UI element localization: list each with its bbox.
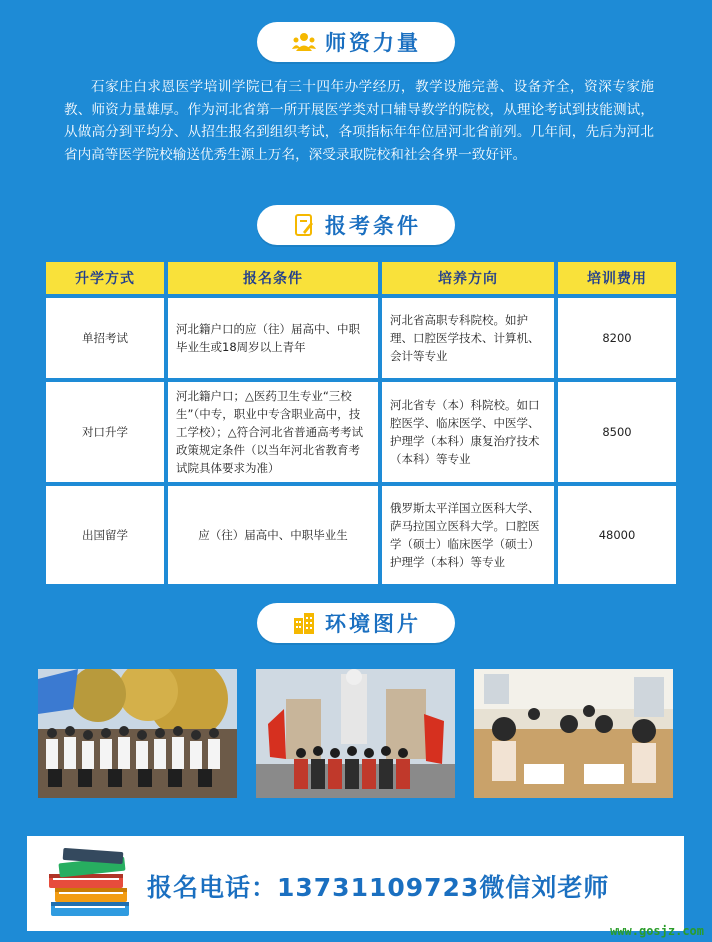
header-direction: 培养方向 (382, 262, 554, 294)
conditions-section-title (257, 205, 455, 245)
header-fee: 培训费用 (558, 262, 676, 294)
table-header-row (46, 262, 676, 294)
conditions-table (42, 258, 680, 588)
faculty-section-title (257, 22, 455, 62)
document-pen-icon (291, 212, 317, 238)
direction-cell: 河北省专（本）科院校。如口腔医学、临床医学、中医学、护理学（本科）康复治疗技术（本科）等专业 (382, 382, 554, 482)
contact-phone-text: 报名电话：13731109723微信刘老师 (147, 873, 610, 902)
fee-cell: 8200 (558, 298, 676, 378)
mode-cell: 出国留学 (46, 486, 164, 584)
environment-title-text: 环境图片 (325, 612, 421, 636)
books-icon (45, 848, 133, 920)
header-mode: 升学方式 (46, 262, 164, 294)
fee-cell: 48000 (558, 486, 676, 584)
mode-cell: 单招考试 (46, 298, 164, 378)
classroom-photo (474, 669, 673, 798)
watermark: www.gosjz.com (610, 924, 704, 938)
building-icon (291, 610, 317, 636)
mode-cell: 对口升学 (46, 382, 164, 482)
direction-cell: 河北省高职专科院校。如护理、口腔医学技术、计算机、会计等专业 (382, 298, 554, 378)
faculty-title-text: 师资力量 (325, 31, 421, 55)
header-requirement: 报名条件 (168, 262, 378, 294)
requirement-cell: 河北籍户口；△医药卫生专业“三校生”（中专，职业中专含职业高中，技工学校）；△符合河北省普通高考考试政策规定条件（以当年河北省教育考试院具体要求为准） (168, 382, 378, 482)
conditions-title-text: 报考条件 (325, 214, 421, 238)
table-row (46, 486, 676, 584)
intro-paragraph: 石家庄白求恩医学培训学院已有三十四年办学经历，教学设施完善、设备齐全，资深专家施教、师资力量雄厚。作为河北省第一所开展医学类对口辅导教学的院校，从理论考试到技能测试，从做高分到平均分、从招生报名到组织考试，各项指标年年位居河北省前列。几年间，先后为河北省内高等医学院校输送优秀生源上万名，深受录取院校和社会各界一致好评。 (64, 79, 654, 163)
table-row (46, 298, 676, 378)
campus-group-photo (38, 669, 237, 798)
direction-cell: 俄罗斯太平洋国立医科大学、萨马拉国立医科大学。口腔医学（硕士）临床医学（硕士）护理学（本科）等专业 (382, 486, 554, 584)
fee-cell: 8500 (558, 382, 676, 482)
teachers-icon (291, 29, 317, 55)
table-row (46, 382, 676, 482)
requirement-cell: 河北籍户口的应（往）届高中、中职毕业生或18周岁以上青年 (168, 298, 378, 378)
environment-section-title (257, 603, 455, 643)
requirement-cell: 应（往）届高中、中职毕业生 (168, 486, 378, 584)
statue-group-photo (256, 669, 455, 798)
